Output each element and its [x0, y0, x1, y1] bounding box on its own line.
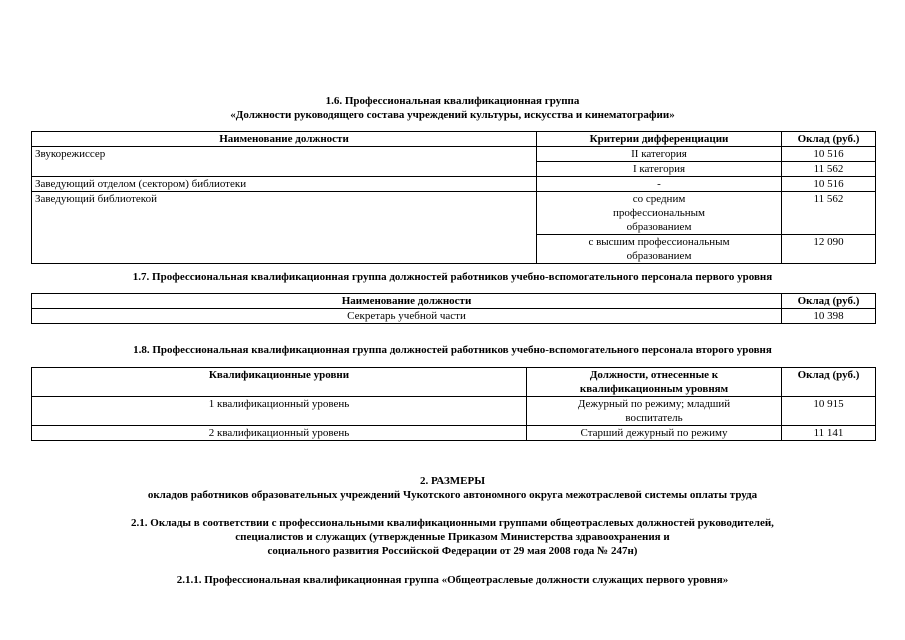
column-header-salary: Оклад (руб.)	[782, 368, 876, 397]
cell-criteria: II категория	[537, 147, 782, 162]
table-row	[32, 177, 876, 192]
cell-salary: 10 516	[782, 147, 876, 162]
cell-level: 2 квалификационный уровень	[32, 426, 527, 441]
table-header-row	[32, 294, 876, 309]
table-row	[32, 397, 876, 426]
section-2-title-line1: 2. РАЗМЕРЫ	[419, 475, 486, 487]
cell-positions: Дежурный по режиму; младший воспитатель	[527, 397, 782, 426]
table-row	[32, 192, 876, 235]
cell-salary: 11 141	[782, 426, 876, 441]
cell-criteria: со средним профессиональным образованием	[537, 192, 782, 235]
column-header-level: Квалификационные уровни	[32, 368, 527, 397]
cell-salary: 12 090	[782, 235, 876, 264]
column-header-positions: Должности, отнесенные к квалификационным уровням	[527, 368, 782, 397]
cell-position: Секретарь учебной части	[32, 309, 782, 324]
section-2-1-1-title: 2.1.1. Профессиональная квалификационная группа «Общеотраслевые должности служащих первого уровня»	[176, 574, 729, 586]
section-2-1-title	[0, 516, 905, 558]
column-header-position: Наименование должности	[32, 132, 537, 147]
table-header-row	[32, 368, 876, 397]
section-2-title-line2: окладов работников образовательных учреждений Чукотского автономного округа межотраслевой системы оплаты труда	[147, 489, 758, 501]
column-header-salary: Оклад (руб.)	[782, 132, 876, 147]
column-header-position: Наименование должности	[32, 294, 782, 309]
table-1-8	[31, 367, 876, 441]
cell-position: Заведующий библиотекой	[32, 192, 537, 264]
section-2-1-line3: социального развития Российской Федерации от 29 мая 2008 года № 247н)	[267, 545, 638, 557]
cell-salary: 11 562	[782, 192, 876, 235]
table-1-7	[31, 293, 876, 324]
section-2-title	[0, 474, 905, 502]
section-2-1-line2: специалистов и служащих (утвержденные Приказом Министерства здравоохранения и	[235, 531, 670, 543]
section-1-8-title: 1.8. Профессиональная квалификационная группа должностей работников учебно-вспомогательного персонала второго уровня	[133, 344, 772, 356]
cell-criteria: I категория	[537, 162, 782, 177]
section-1-6-title-line1: 1.6. Профессиональная квалификационная группа	[325, 95, 580, 107]
cell-salary: 11 562	[782, 162, 876, 177]
cell-positions: Старший дежурный по режиму	[527, 426, 782, 441]
section-2-1-line1: 2.1. Оклады в соответствии с профессиональными квалификационными группами общеотраслевых должностей руководителей,	[131, 517, 774, 529]
cell-criteria: -	[537, 177, 782, 192]
table-row	[32, 426, 876, 441]
table-row	[32, 147, 876, 162]
cell-position: Заведующий отделом (сектором) библиотеки	[32, 177, 537, 192]
cell-salary: 10 516	[782, 177, 876, 192]
section-1-7-title: 1.7. Профессиональная квалификационная группа должностей работников учебно-вспомогательного персонала первого уровня	[132, 271, 773, 283]
table-header-row	[32, 132, 876, 147]
column-header-salary: Оклад (руб.)	[782, 294, 876, 309]
section-1-6-title	[0, 94, 905, 122]
cell-position: Звукорежиссер	[32, 147, 537, 177]
cell-criteria: с высшим профессиональным образованием	[537, 235, 782, 264]
cell-level: 1 квалификационный уровень	[32, 397, 527, 426]
section-1-6-title-line2: «Должности руководящего состава учреждений культуры, искусства и кинематографии»	[230, 109, 675, 121]
cell-salary: 10 915	[782, 397, 876, 426]
cell-salary: 10 398	[782, 309, 876, 324]
column-header-criteria: Критерии дифференциации	[537, 132, 782, 147]
table-row	[32, 309, 876, 324]
table-1-6	[31, 131, 876, 264]
